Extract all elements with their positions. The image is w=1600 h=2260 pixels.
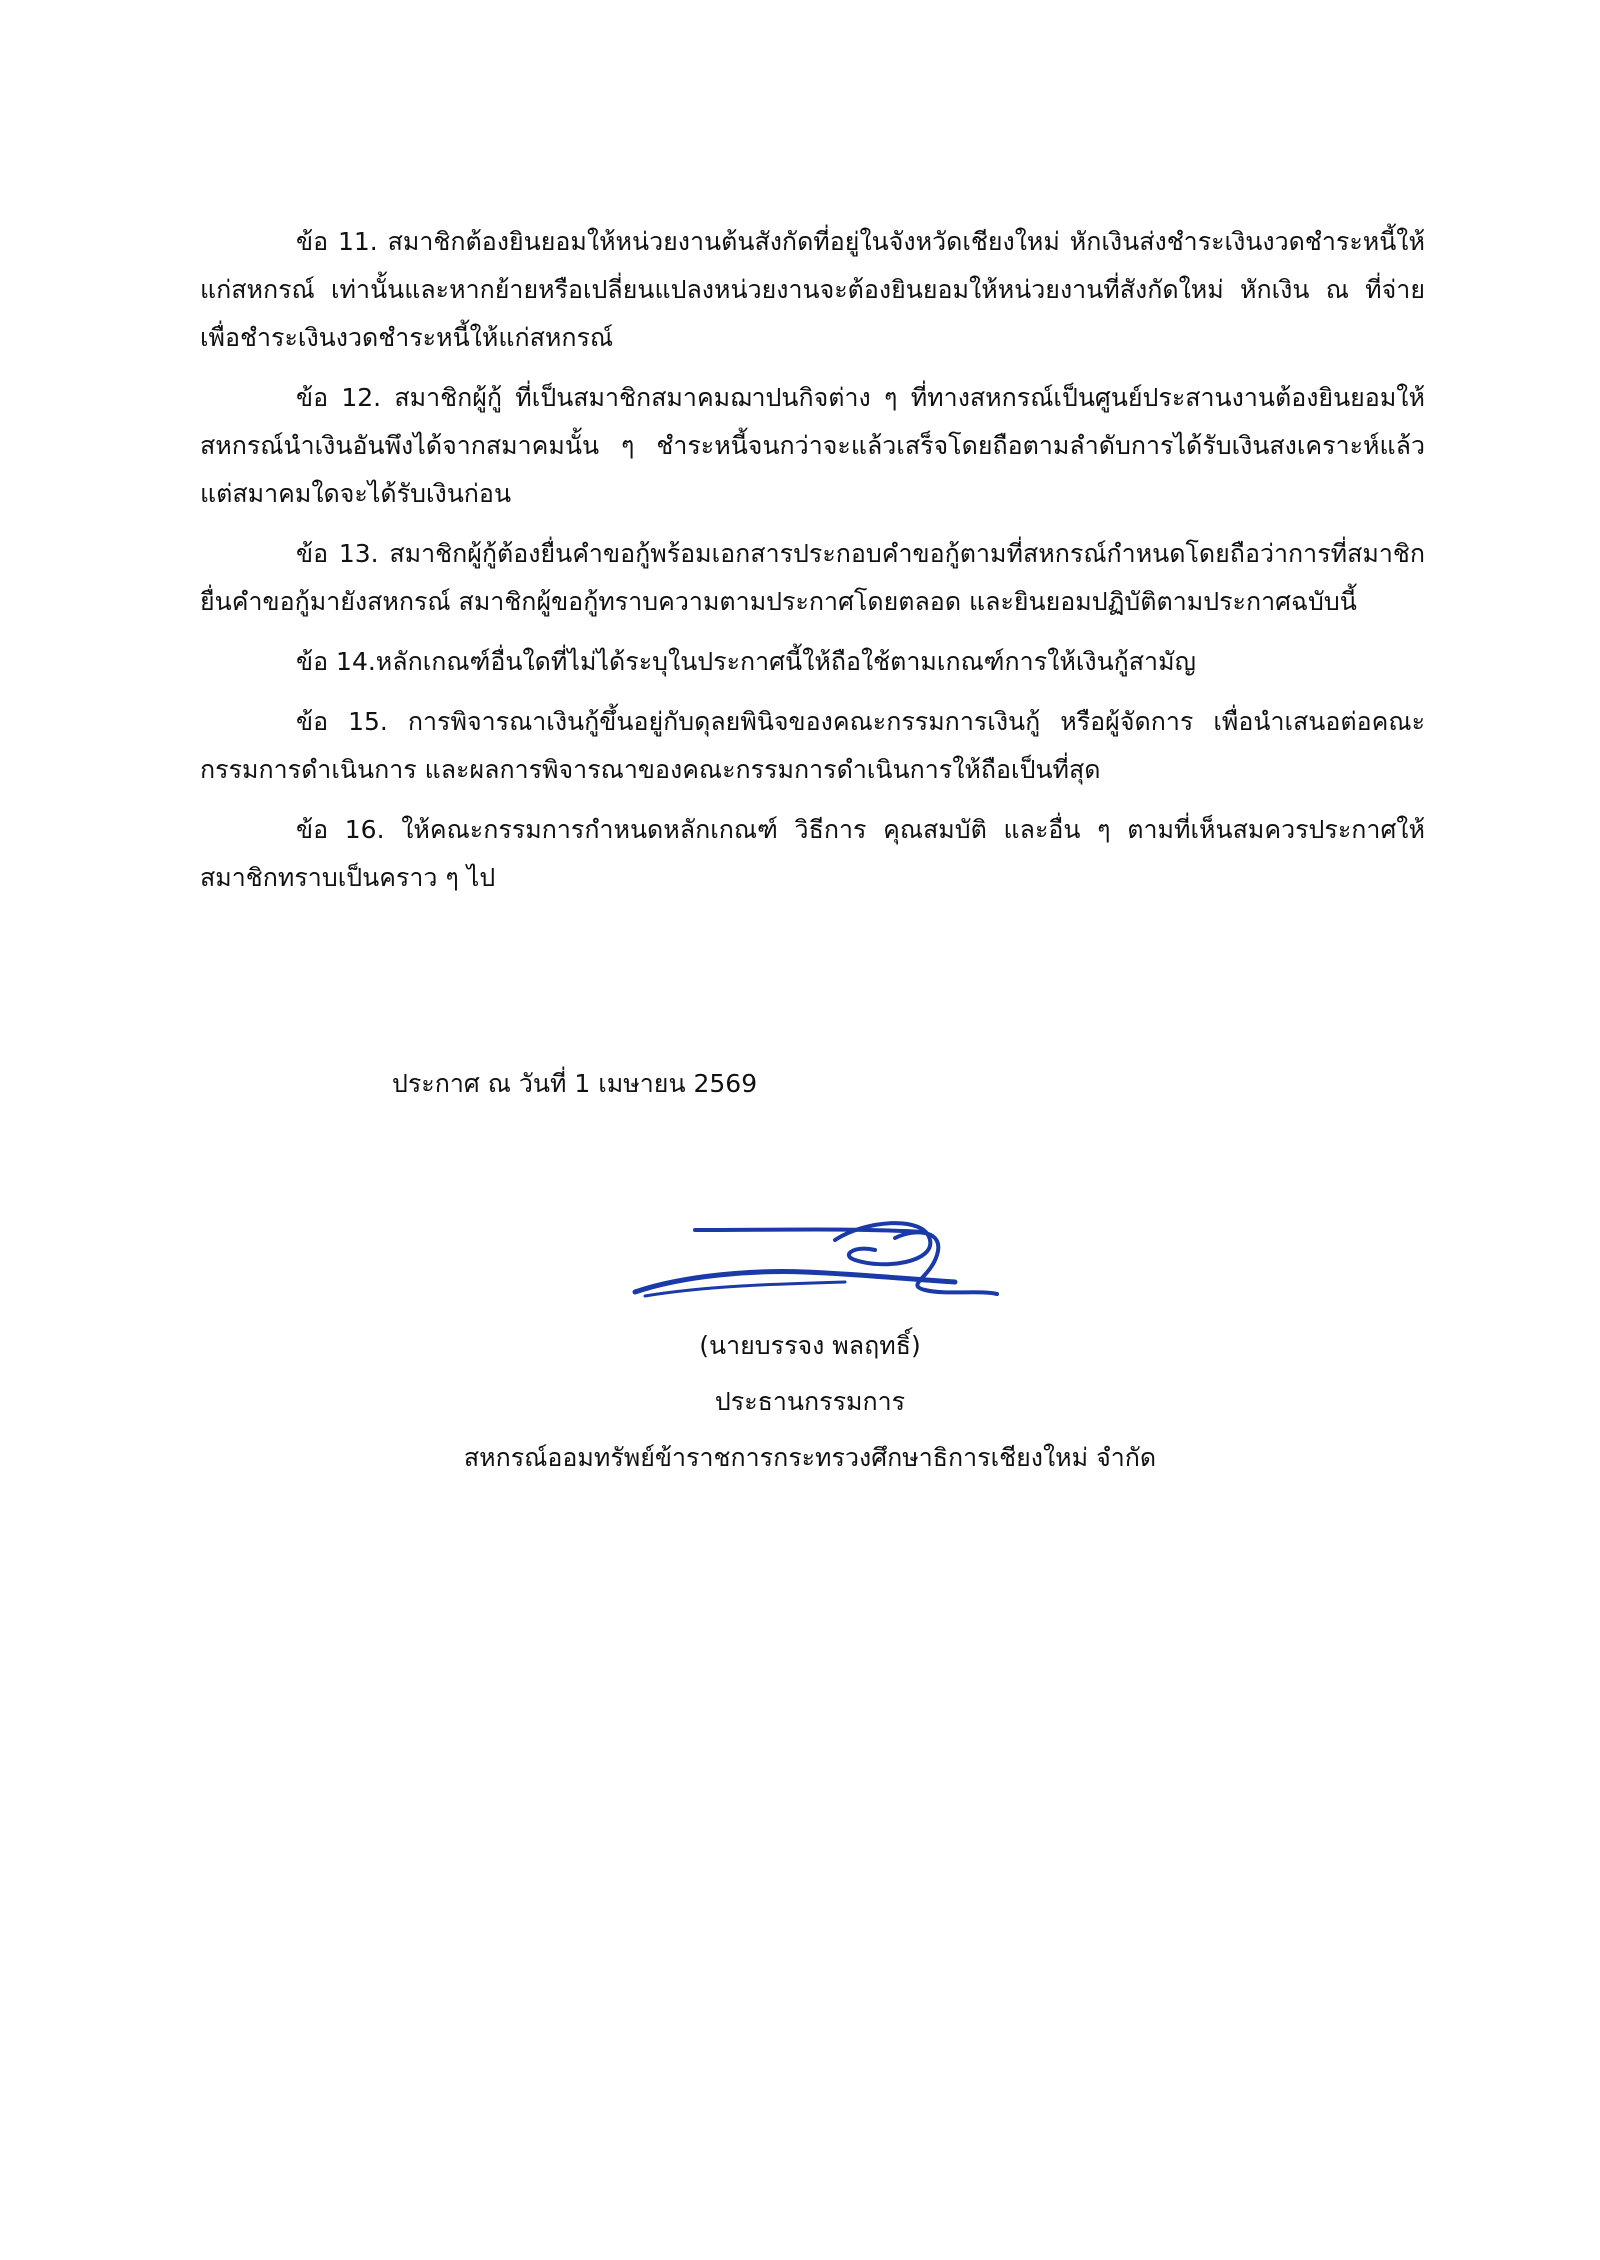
signatory-organization: สหกรณ์ออมทรัพย์ข้าราชการกระทรวงศึกษาธิการเชียงใหม่ จำกัด [463,1443,1157,1472]
handwritten-signature [625,1200,1005,1310]
clause-12: ข้อ 12. สมาชิกผู้กู้ ที่เป็นสมาชิกสมาคมฌาปนกิจต่าง ๆ ที่ทางสหกรณ์เป็นศูนย์ประสานงานต้องยินยอมให้สหกรณ์นำเงินอันพึงได้จากสมาคมนั้น ๆ ชำระหนี้จนกว่าจะแล้วเสร็จโดยถือตามลำดับการได้รับเงินสงเคราะห์แล้วแต่สมาคมใดจะได้รับเงินก่อน [200,383,1425,508]
clause-11: ข้อ 11. สมาชิกต้องยินยอมให้หน่วยงานต้นสังกัดที่อยู่ในจังหวัดเชียงใหม่ หักเงินส่งชำระเงินงวดชำระหนี้ให้แก่สหกรณ์ เท่านั้นและหากย้ายหรือเปลี่ยนแปลงหน่วยงานจะต้องยินยอมให้หน่วยงานที่สังกัดใหม่ หักเงิน ณ ที่จ่าย เพื่อชำระเงินงวดชำระหนี้ให้แก่สหกรณ์ [200,227,1425,352]
announcement-date: ประกาศ ณ วันที่ 1 เมษายน 2569 [392,1069,758,1098]
clauses-section [200,218,1425,914]
signatory-position: ประธานกรรมการ [714,1387,906,1416]
clause-16: ข้อ 16. ให้คณะกรรมการกำหนดหลักเกณฑ์ วิธีการ คุณสมบัติ และอื่น ๆ ตามที่เห็นสมควรประกาศให้สมาชิกทราบเป็นคราว ๆ ไป [200,815,1425,892]
clause-13: ข้อ 13. สมาชิกผู้กู้ต้องยื่นคำขอกู้พร้อมเอกสารประกอบคำขอกู้ตามที่สหกรณ์กำหนดโดยถือว่าการที่สมาชิกยื่นคำขอกู้มายังสหกรณ์ สมาชิกผู้ขอกู้ทราบความตามประกาศโดยตลอด และยินยอมปฏิบัติตามประกาศฉบับนี้ [200,539,1425,616]
signature-block [380,1318,1240,1486]
clause-14: ข้อ 14.หลักเกณฑ์อื่นใดที่ไม่ได้ระบุในประกาศนี้ให้ถือใช้ตามเกณฑ์การให้เงินกู้สามัญ [296,647,1196,676]
clause-15: ข้อ 15. การพิจารณาเงินกู้ขึ้นอยู่กับดุลยพินิจของคณะกรรมการเงินกู้ หรือผู้จัดการ เพื่อนำเสนอต่อคณะกรรมการดำเนินการ และผลการพิจารณาของคณะกรรมการดำเนินการให้ถือเป็นที่สุด [200,707,1425,784]
signatory-name: (นายบรรจง พลฤทธิ์) [699,1331,921,1360]
